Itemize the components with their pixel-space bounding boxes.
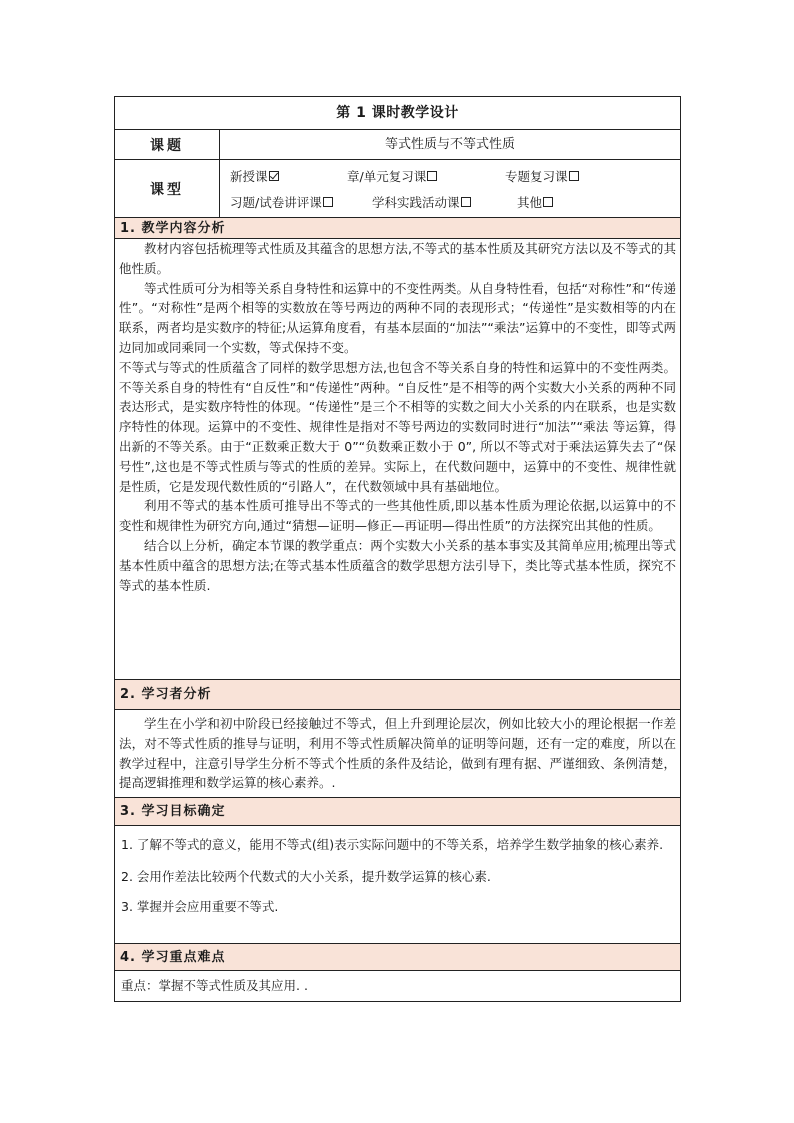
paragraph: 不等式与等式的性质蕴含了同样的数学思想方法,也包含不等关系自身的特性和运算中的不变性两类。不等关系自身的特性有“自反性”和“传递性”两种。“自反性”是不相等的两个实数大小关系的两种不同表达形式，是实数序特性的体现。“传递性”是三个不相等的实数之间大小关系的内在联系，也是实数序特性的体现。运算中的不变性、规律性是指对不等号两边的实数同时进行“加法”“乘法 等运算，得出新的不等关系。由于“正数乘正数大于 0”“负数乘正数小于 0”, 所以不等式对于乘法运算失去了“保号性”,这也是不等式性质与等式的性质的差异。实际上，在代数问题中，运算中的不变性、规律性就是性质，它是发现代数性质的“引路人”，在代数领域中具有基础地位。	[119, 359, 676, 494]
key-points-body: 重点：掌握不等式性质及其应用. .	[121, 978, 308, 993]
section-heading-key-points: 4. 学习重点难点	[115, 944, 680, 971]
course-type-new-label: 新授课	[230, 169, 268, 184]
course-type-exercise-label: 习题/试卷讲评课	[230, 195, 322, 210]
document-title: 第 1 课时教学设计	[115, 97, 680, 130]
course-type-unit-review-label: 章/单元复习课	[347, 169, 427, 184]
course-type-other-label: 其他	[517, 195, 543, 210]
course-type-options	[220, 160, 680, 217]
course-type-line-2	[230, 189, 680, 215]
section-heading-learner-analysis: 2. 学习者分析	[115, 680, 680, 710]
learner-analysis-body	[115, 710, 680, 798]
topic-row	[115, 130, 680, 160]
course-type-topic-review[interactable]	[505, 167, 579, 185]
course-type-line-1	[230, 163, 680, 189]
checkbox-icon[interactable]	[569, 171, 579, 181]
paragraph: 教材内容包括梳理等式性质及其蕴含的思想方法,不等式的基本性质及其研究方法以及不等式的其他性质。	[119, 241, 676, 276]
paragraph: 利用不等式的基本性质可推导出不等式的一些其他性质,即以基本性质为理论依据,以运算中的不变性和规律性为研究方向,通过“猜想—证明—修正—再证明—得出性质”的方法探究出其他的性质。	[119, 498, 676, 534]
course-type-label: 课型	[115, 160, 220, 217]
topic-label: 课题	[115, 130, 220, 159]
goal-item: 1. 了解不等式的意义，能用不等式(组)表示实际问题中的不等关系，培养学生数学抽象的核心素养.	[121, 837, 664, 852]
checkbox-icon[interactable]	[543, 197, 553, 207]
course-type-practice[interactable]	[372, 193, 517, 211]
checkbox-icon[interactable]	[427, 171, 437, 181]
paragraph: 结合以上分析，确定本节课的教学重点：两个实数大小关系的基本事实及其简单应用;梳理出等式基本性质中蕴含的思想方法;在等式基本性质蕴含的数学思想方法引导下，类比等式基本性质，探究不等式的基本性质.	[119, 537, 676, 593]
checked-box-icon[interactable]	[269, 171, 279, 181]
topic-value: 等式性质与不等式性质	[384, 137, 515, 152]
paragraph: 学生在小学和初中阶段已经接触过不等式，但上升到理论层次，例如比较大小的理论根据一作差法，对不等式性质的推导与证明，利用不等式性质解决简单的证明等问题，还有一定的难度，所以在教学过程中，注意引导学生分析不等式个性质的条件及结论，做到有理有据、严谨细致、条例清楚，提高逻辑推理和数学运算的核心素养。.	[119, 716, 676, 791]
course-type-unit-review[interactable]	[347, 167, 505, 185]
course-type-topic-review-label: 专题复习课	[505, 169, 568, 184]
learning-goals-body	[115, 826, 680, 944]
checkbox-icon[interactable]	[323, 197, 333, 207]
content-analysis-body	[115, 239, 680, 680]
goal-item: 2. 会用作差法比较两个代数式的大小关系，提升数学运算的核心素.	[121, 869, 491, 884]
checkbox-icon[interactable]	[461, 197, 471, 207]
course-type-new[interactable]	[230, 167, 347, 185]
course-type-row	[115, 160, 680, 218]
section-heading-content-analysis: 1. 教学内容分析	[115, 218, 680, 239]
course-type-practice-label: 学科实践活动课	[372, 195, 460, 210]
course-type-other[interactable]	[517, 193, 553, 211]
section-heading-learning-goals: 3. 学习目标确定	[115, 798, 680, 826]
paragraph: 等式性质可分为相等关系自身特性和运算中的不变性两类。从自身特性看，包括“对称性”和“传递性”。“对称性”是两个相等的实数放在等号两边的两种不同的表现形式；“传递性”是实数相等的内在联系，两者均是实数序的特征;从运算角度看，有基本层面的“加法”“乘法”运算中的不变性，即等式两边同加或同乘同一个实数，等式保持不变。	[119, 280, 676, 355]
goal-item: 3. 掌握并会应用重要不等式.	[121, 899, 279, 914]
course-type-exercise[interactable]	[230, 193, 372, 211]
lesson-plan-table	[114, 96, 681, 1002]
